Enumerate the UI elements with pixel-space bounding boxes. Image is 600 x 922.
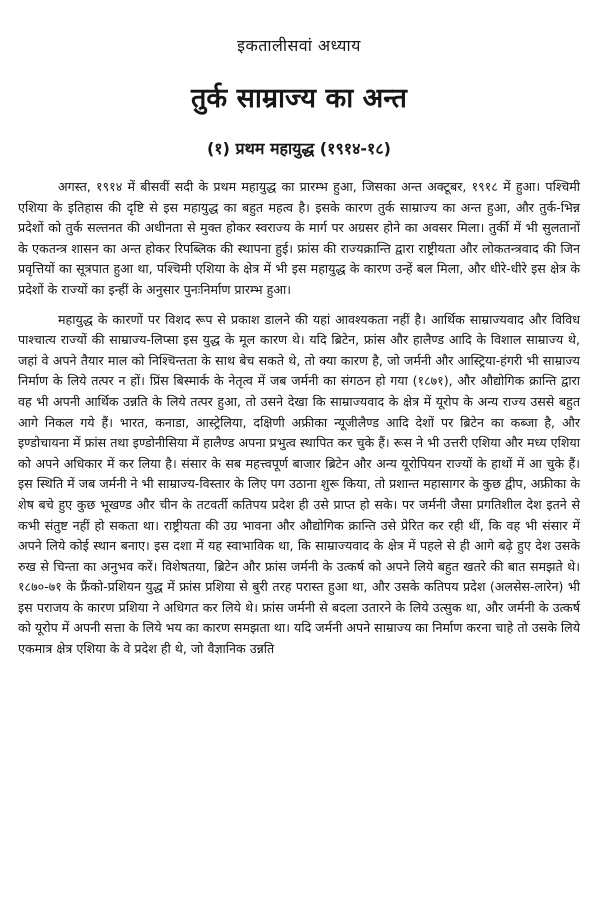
paragraph-causes: महायुद्ध के कारणों पर विशद रूप से प्रकाश डालने की यहां आवश्यकता नहीं है। आर्थिक साम्राज्यवाद और विविध पाश्चात्य राज्यों की साम्राज्य-लिप्सा इस युद्ध के मूल कारण थे। यदि ब्रिटेन, फ्रांस और हालैण्ड आदि के विशाल साम्राज्य थे, जहां वे अपने तैयार माल को निश्चिन्तता के साथ बेच सकते थे, तो क्या कारण है, जो जर्मनी और आस्ट्रिया-हंगरी भी साम्राज्य निर्माण के लिये तत्पर न हों। प्रिंस बिस्मार्क के नेतृत्व में जब जर्मनी का संगठन हो गया (१८७१), और औद्योगिक क्रान्ति द्वारा वह भी अपनी आर्थिक उन्नति के लिये तत्पर हुआ, तो उसने देखा कि साम्राज्यवाद के क्षेत्र में यूरोप के अन्य राज्य उससे बहुत आगे निकल गये हैं। भारत, कनाडा, आस्ट्रेलिया, दक्षिणी अफ्रीका न्यूजीलैण्ड आदि देशों पर ब्रिटेन का कब्जा है, और इण्डोचायना में फ्रांस तथा इण्डोनीसिया में हालैण्ड अपना प्रभुत्व स्थापित कर चुके हैं। रूस ने भी उत्तरी एशिया और मध्य एशिया को अपने अधिकार में कर लिया है। संसार के सब महत्त्वपूर्ण बाजार ब्रिटेन और अन्य यूरोपियन राज्यों के हाथों में आ चुके हैं। इस स्थिति में जब जर्मनी ने भी साम्राज्य-विस्तार के लिए पग उठाना शुरू किया, तो प्रशान्त महासागर के कुछ द्वीप, अफ्रीका के शेष बचे हुए कुछ भूखण्ड और चीन के तटवर्ती कतिपय प्रदेश ही उसे प्राप्त हो सके। पर जर्मनी जैसा प्रगतिशील देश इतने से कभी संतुष्ट नहीं हो सकता था। राष्ट्रीयता की उग्र भावना और औद्योगिक क्रान्ति उसे प्रेरित कर रही थीं, कि वह भी संसार में अपने लिये कोई स्थान बनाए। इस दशा में यह स्वाभाविक था, कि साम्राज्यवाद के क्षेत्र में पहले से ही आगे बढ़े हुए देश उसके रुख से चिन्ता का अनुभव करें। विशेषतया, ब्रिटेन और फ्रांस जर्मनी के उत्कर्ष को अपने लिये बहुत खतरे की बात समझते थे। १८७०-७१ के फ्रैंको-प्रशियन युद्ध में फ्रांस प्रशिया से बुरी तरह परास्त हुआ था, और उसके कतिपय प्रदेश (अलसेस-लारेन) भी इस पराजय के कारण प्रशिया ने अधिगत कर लिये थे। फ्रांस जर्मनी से बदला उतारने के लिये उत्सुक था, और जर्मनी के उत्कर्ष को यूरोप में अपनी सत्ता के लिये भय का कारण समझता था। यदि जर्मनी अपने साम्राज्य का निर्माण करना चाहे तो उसके लिये एकमात्र क्षेत्र एशिया के वे प्रदेश ही थे, जो वैज्ञानिक उन्नति bbox=[18, 311, 581, 657]
section-heading: (१) प्रथम महायुद्ध (१९१४-१८) bbox=[206, 139, 391, 158]
paragraph-intro: अगस्त, १९१४ में बीसवीं सदी के प्रथम महायुद्ध का प्रारम्भ हुआ, जिसका अन्त अक्टूबर, १९१८ में हुआ। पश्चिमी एशिया के इतिहास की दृष्टि से इस महायुद्ध का बहुत महत्व है। इसके कारण तुर्क साम्राज्य का अन्त हुआ, और तुर्क-भिन्न प्रदेशों को तुर्क सल्तनत की अधीनता से मुक्त होकर स्वराज्य के मार्ग पर अग्रसर होने का अवसर मिला। तुर्की में भी सुलतानों के एकतन्त्र शासन का अन्त होकर रिपब्लिक की स्थापना हुई। फ्रांस की राज्यक्रान्ति द्वारा राष्ट्रीयता और लोकतन्त्रवाद की जिन प्रवृत्तियों का सूत्रपात हुआ था, पश्चिमी एशिया के क्षेत्र में भी इस महायुद्ध के कारण उन्हें बल मिला, और धीरे-धीरे इस क्षेत्र के प्रदेशों के राज्यों का इन्हीं के अनुसार पुनःनिर्माण प्रारम्भ हुआ। bbox=[18, 179, 580, 297]
page-title: तुर्क साम्राज्य का अन्त bbox=[191, 83, 407, 114]
chapter-heading: इकतालीसवां अध्याय bbox=[237, 36, 361, 55]
